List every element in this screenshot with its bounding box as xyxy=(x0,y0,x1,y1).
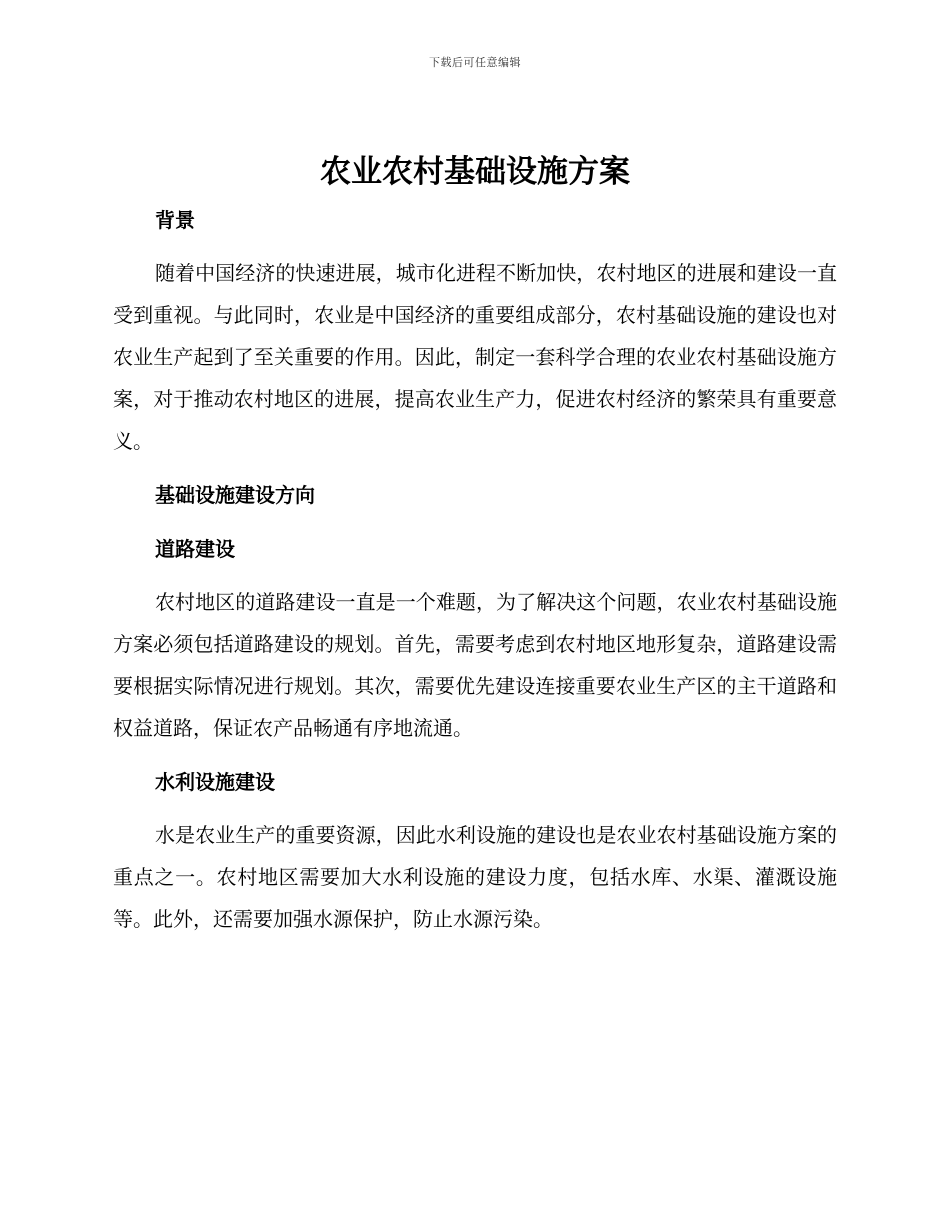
section-heading-water: 水利设施建设 xyxy=(155,770,275,794)
section-heading-roads: 道路建设 xyxy=(155,537,235,561)
document-body xyxy=(113,198,837,940)
section-paragraph-roads: 农村地区的道路建设一直是一个难题，为了解决这个问题，农业农村基础设施方案必须包括道路建设的规划。首先，需要考虑到农村地区地形复杂，道路建设需要根据实际情况进行规划。其次，需要优先建设连接重要农业生产区的主干道路和权益道路，保证农产品畅通有序地流通。 xyxy=(113,590,837,740)
section-heading-background: 背景 xyxy=(155,208,195,232)
document-title: 农业农村基础设施方案 xyxy=(320,154,630,190)
section-paragraph-background: 随着中国经济的快速进展，城市化进程不断加快，农村地区的进展和建设一直受到重视。与此同时，农业是中国经济的重要组成部分，农村基础设施的建设也对农业生产起到了至关重要的作用。因此，制定一套科学合理的农业农村基础设施方案，对于推动农村地区的进展，提高农业生产力，促进农村经济的繁荣具有重要意义。 xyxy=(113,261,837,453)
section-heading-direction: 基础设施建设方向 xyxy=(155,483,315,507)
page-header-note: 下载后可任意编辑 xyxy=(429,56,521,69)
section-paragraph-water: 水是农业生产的重要资源，因此水利设施的建设也是农业农村基础设施方案的重点之一。农村地区需要加大水利设施的建设力度，包括水库、水渠、灌溉设施等。此外，还需要加强水源保护，防止水源污染。 xyxy=(113,823,837,931)
